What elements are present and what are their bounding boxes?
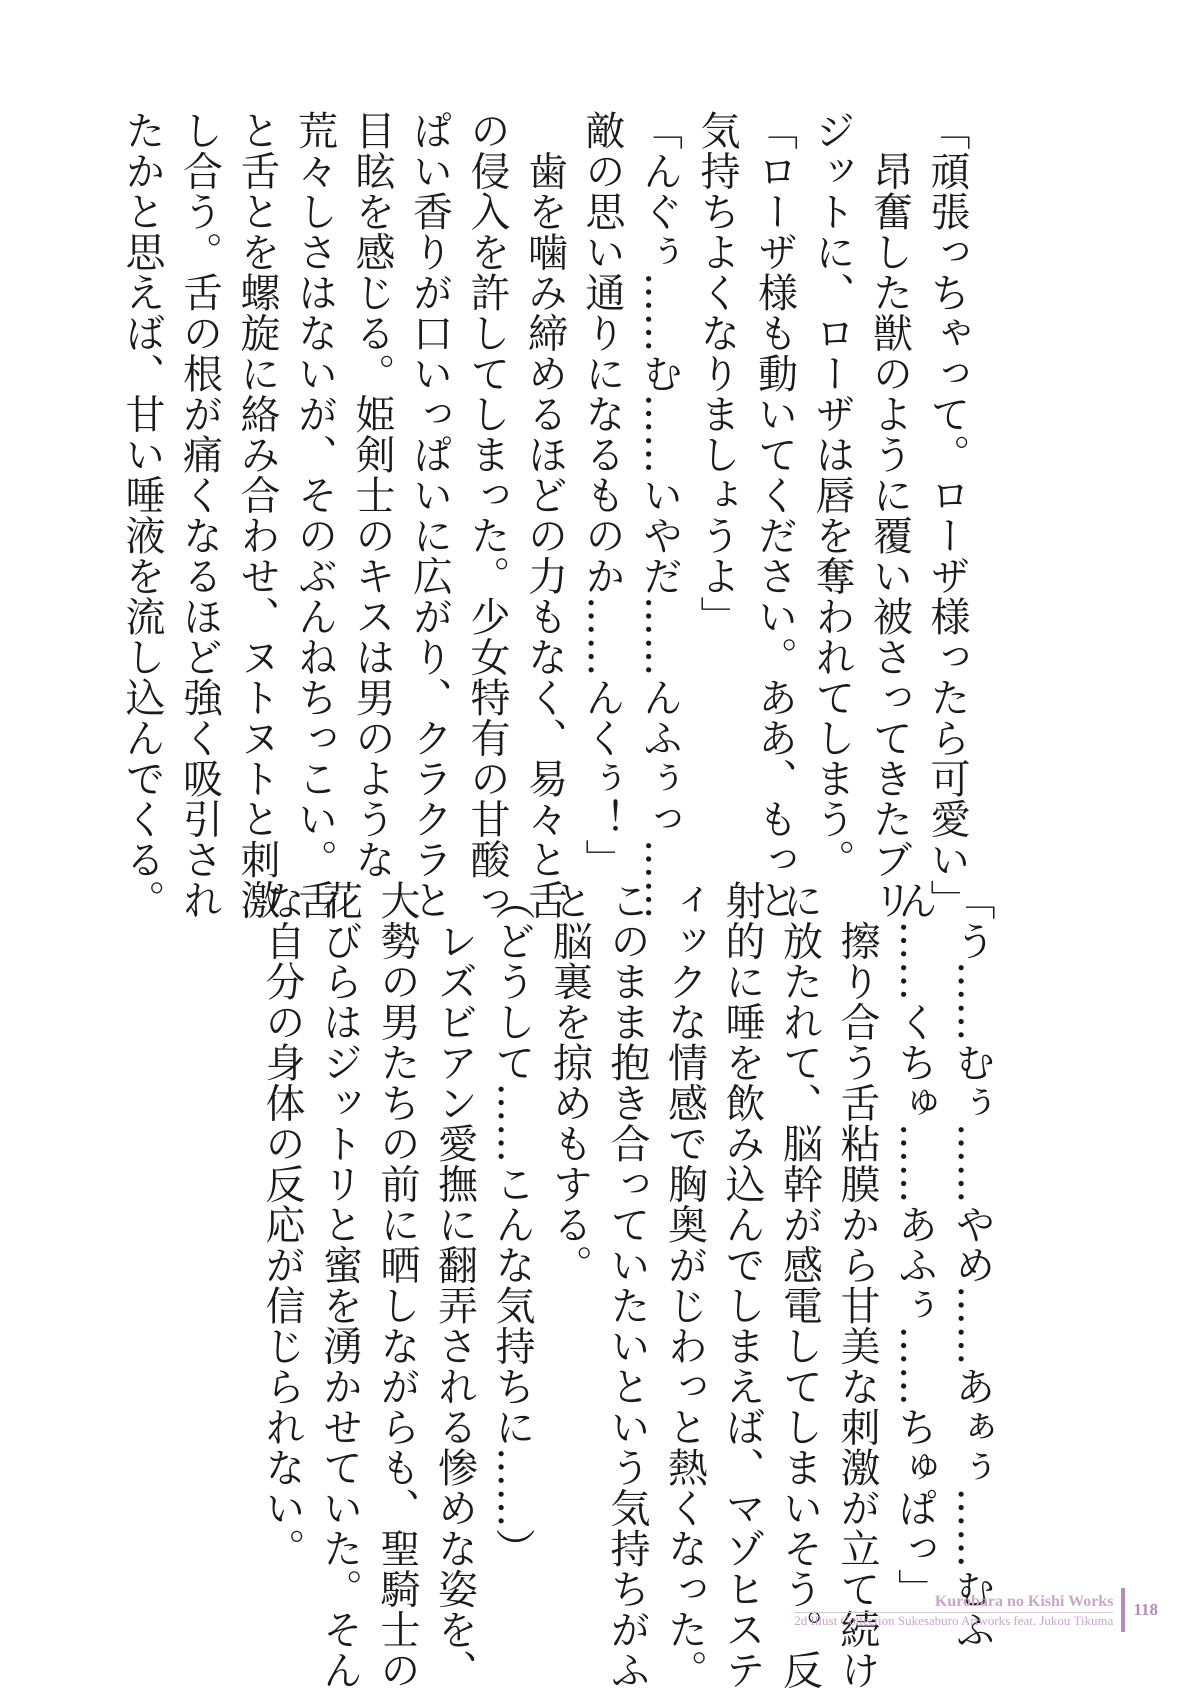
text-line: し合う。舌の根が痛くなるほど強く吸引され xyxy=(176,110,223,920)
upper-paragraph xyxy=(113,110,976,920)
text-line: 歯を噛み締めるほどの力もなく、易々と舌 xyxy=(521,110,568,920)
text-line: 「頑張っちゃって。ローザ様ったら可愛い」 xyxy=(924,110,970,920)
text-line: 「ローザ様も動いてください。ああ、もっと xyxy=(751,110,798,920)
text-line: 荒々しさはないが、そのぶんねちっこい。舌 xyxy=(291,110,338,920)
text-line: な自分の身体の反応が信じられない。 xyxy=(259,880,305,1569)
text-line: 目眩を感じる。姫剣士のキスは男のような xyxy=(349,110,395,880)
text-line: と舌とを螺旋に絡み合わせ、ヌトヌトと刺激 xyxy=(234,110,280,920)
page-number: 118 xyxy=(1133,1600,1158,1619)
text-line: 大勢の男たちの前に晒しながらも、聖騎士の xyxy=(374,880,420,1690)
text-line: 「う……むぅ……やめ……あぁぅ……むふ xyxy=(949,880,995,1650)
footer-title: Kurobara no Kishi Works xyxy=(934,1592,1114,1610)
text-line: 「んぐぅ……む……いやだ……んふぅっ…… xyxy=(636,110,683,920)
text-line: 射的に唾を飲み込んでしまえば、マゾヒステ xyxy=(719,880,765,1690)
text-line: ジットに、ローザは唇を奪われてしまう。 xyxy=(809,110,855,880)
text-line: たかと思えば、甘い唾液を流し込んでくる。 xyxy=(119,110,165,920)
text-line: ぱい香りが口いっぱいに広がり、クラクラと xyxy=(406,110,453,920)
text-line: の侵入を許してしまった。少女特有の甘酸っ xyxy=(464,110,510,920)
text-line: と脳裏を掠めもする。 xyxy=(546,880,593,1285)
text-line: 花びらはジットリと蜜を湧かせていた。そん xyxy=(316,880,363,1690)
text-line: ィックな情感で胸奥がじわっと熱くなった。 xyxy=(661,880,708,1690)
text-line: レズビアン愛撫に翻弄される惨めな姿を、 xyxy=(431,880,478,1690)
text-line: 擦り合う舌粘膜から甘美な刺激が立て続け xyxy=(834,880,880,1690)
text-line: ん……くちゅ……あふぅ……ちゅぱっ」 xyxy=(891,880,938,1609)
text-line: 敵の思い通りになるものか……んくぅ！」 xyxy=(579,110,625,880)
text-line: このまま抱き合っていたいという気持ちがふ xyxy=(604,880,650,1690)
text-line: （どうして……こんな気持ちに……） xyxy=(489,880,535,1569)
footer-subtitle: 2d Illust Collection Sukesaburo Artworks feat. Jukou Tikuma xyxy=(794,1612,1114,1628)
text-line: 昂奮した獣のように覆い被さってきたブリ xyxy=(866,110,913,920)
page-footer xyxy=(794,1588,1158,1632)
text-line: に放たれて、脳幹が感電してしまいそう。反 xyxy=(776,880,823,1690)
footer-text xyxy=(794,1588,1121,1632)
text-line: 気持ちよくなりましょうよ」 xyxy=(694,110,740,637)
